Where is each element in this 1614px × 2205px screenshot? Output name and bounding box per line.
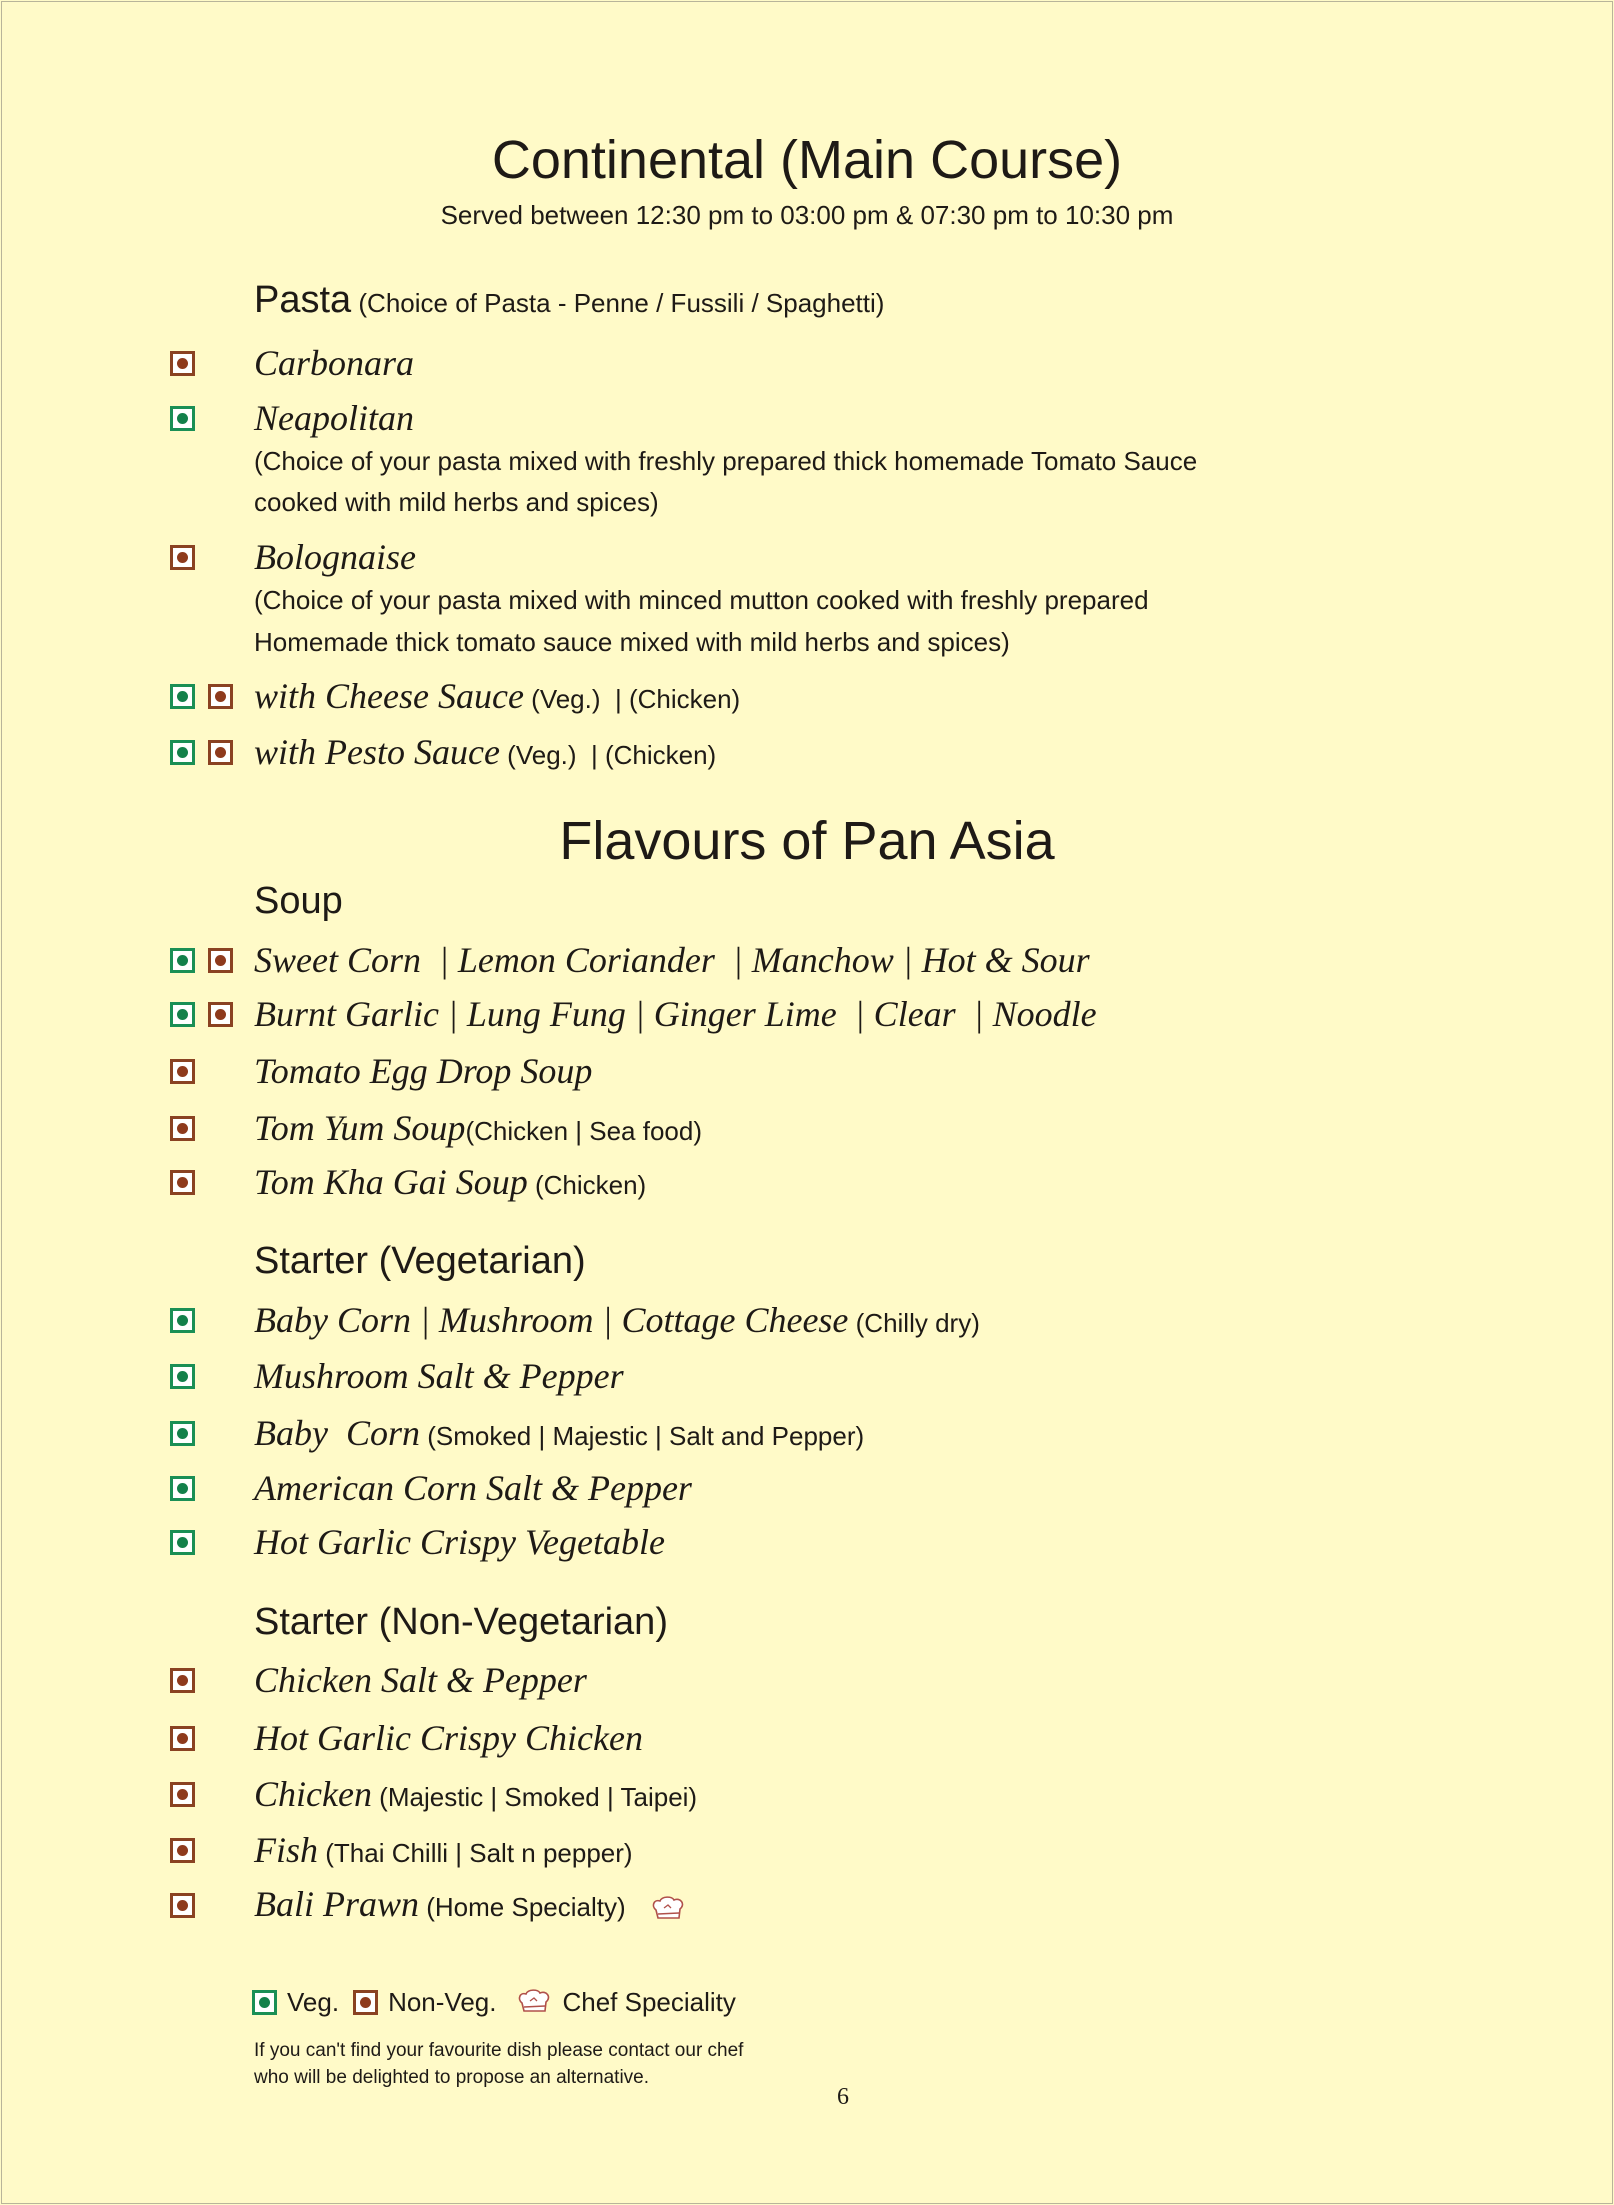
diet-icons [170, 1530, 254, 1555]
dish-options: (Chicken | Sea food) [465, 1116, 702, 1146]
diet-icons [170, 1002, 254, 1027]
non-veg-icon [170, 1668, 195, 1693]
menu-item [170, 1769, 697, 1819]
menu-item-text [254, 675, 740, 717]
dish-name: Chicken Salt & Pepper [254, 1660, 587, 1700]
menu-item [170, 671, 740, 721]
dish-name: Hot Garlic Crispy Vegetable [254, 1522, 665, 1562]
veg-icon [170, 1002, 195, 1027]
chef-hat-icon [650, 1896, 686, 1927]
non-veg-icon [208, 684, 233, 709]
menu-item-text [254, 1299, 980, 1341]
dish-name: Baby Corn | Mushroom | Cottage Cheese [254, 1300, 849, 1340]
dish-name: Neapolitan [254, 398, 414, 438]
section-heading [254, 1599, 668, 1645]
dish-description: (Choice of your pasta mixed with freshly prepared thick homemade Tomato Sauce [254, 446, 1198, 476]
menu-item-text [254, 342, 414, 384]
menu-item [170, 1046, 592, 1096]
menu-item [170, 935, 1090, 985]
section-heading-text: Starter (Vegetarian) [254, 1240, 586, 1282]
diet-icons [170, 1476, 254, 1501]
dish-name: Bali Prawn [254, 1883, 420, 1924]
veg-icon [170, 740, 195, 765]
menu-item-text [254, 536, 416, 578]
menu-item-text [254, 1717, 643, 1759]
dish-name: Fish [254, 1830, 319, 1870]
menu-item-text [254, 397, 414, 439]
diet-icons [170, 740, 254, 765]
diet-icons [170, 1170, 254, 1195]
menu-item [170, 338, 414, 388]
dish-options: (Home Specialty) [419, 1891, 626, 1922]
menu-item [170, 1713, 643, 1763]
dish-name: with Cheese Sauce [254, 676, 524, 716]
non-veg-icon [170, 1726, 195, 1751]
menu-item [170, 1825, 633, 1875]
diet-icons [170, 545, 254, 570]
menu-item [170, 1157, 646, 1207]
dish-name: Mushroom Salt & Pepper [254, 1356, 624, 1396]
menu-item-text [254, 1829, 633, 1871]
dish-options: (Thai Chilli | Salt n pepper) [318, 1838, 633, 1868]
veg-icon [170, 406, 195, 431]
diet-icons [170, 1726, 254, 1751]
chef-hat-icon [516, 1989, 552, 2015]
chef-note: If you can't find your favourite dish please contact our chef [254, 2040, 744, 2061]
dish-options: (Chicken) [527, 1170, 647, 1200]
menu-item-text [254, 993, 1097, 1035]
menu-item-text [254, 731, 716, 773]
page-title: Continental (Main Course) [491, 130, 1123, 190]
dish-description: cooked with mild herbs and spices) [254, 487, 659, 517]
veg-icon [252, 1990, 277, 2015]
legend-veg-label: Veg. [287, 1986, 340, 2017]
menu-item [170, 532, 416, 582]
menu-item [170, 1655, 587, 1705]
diet-icons [170, 684, 254, 709]
diet-icons [170, 1116, 254, 1141]
section-heading-text: Starter (Non-Vegetarian) [254, 1601, 668, 1643]
dish-options: (Chilly dry) [848, 1308, 980, 1338]
dish-name: Chicken [254, 1774, 372, 1814]
veg-icon [170, 948, 195, 973]
dish-name: American Corn Salt & Pepper [254, 1468, 692, 1508]
non-veg-icon [170, 351, 195, 376]
non-veg-icon [170, 1116, 195, 1141]
diet-icons [170, 1893, 254, 1918]
diet-icons [170, 1364, 254, 1389]
non-veg-icon [170, 1782, 195, 1807]
menu-item-text [254, 1659, 587, 1701]
non-veg-icon [170, 1059, 195, 1084]
dish-options: (Veg.) | (Chicken) [523, 684, 741, 714]
menu-item-text [254, 1883, 686, 1927]
diet-icons [170, 1059, 254, 1084]
dish-name: Tomato Egg Drop Soup [254, 1051, 593, 1091]
legend-nonveg-label: Non-Veg. [388, 1986, 497, 2017]
menu-item-text [254, 1161, 646, 1203]
dish-name: Tom Yum Soup [254, 1108, 466, 1148]
veg-icon [170, 1364, 195, 1389]
menu-item [170, 1295, 980, 1345]
dish-name: Tom Kha Gai Soup [254, 1162, 528, 1202]
veg-icon [170, 1530, 195, 1555]
menu-item-text [254, 1773, 697, 1815]
diet-icons [170, 948, 254, 973]
section-heading-text: Pasta [254, 279, 352, 321]
non-veg-icon [208, 740, 233, 765]
section-heading-text: Soup [254, 880, 343, 922]
dish-options: (Majestic | Smoked | Taipei) [371, 1782, 698, 1812]
menu-item-text [254, 939, 1090, 981]
veg-icon [170, 684, 195, 709]
section-heading-note: (Choice of Pasta - Penne / Fussili / Spaghetti) [351, 288, 885, 318]
menu-item [170, 1517, 665, 1567]
dish-name: Bolognaise [254, 537, 416, 577]
dish-name: Hot Garlic Crispy Chicken [254, 1718, 643, 1758]
veg-icon [170, 1421, 195, 1446]
non-veg-icon [208, 948, 233, 973]
menu-item-text [254, 1050, 592, 1092]
diet-icons [170, 1838, 254, 1863]
non-veg-icon [170, 1838, 195, 1863]
diet-icons [170, 351, 254, 376]
veg-icon [170, 1476, 195, 1501]
section-title: Flavours of Pan Asia [559, 811, 1055, 871]
non-veg-icon [170, 1893, 195, 1918]
section-heading [254, 1238, 586, 1284]
diet-icons [170, 1782, 254, 1807]
diet-icons [170, 1668, 254, 1693]
menu-item [170, 1463, 692, 1513]
chef-note: who will be delighted to propose an alternative. [254, 2067, 650, 2088]
dish-options: (Smoked | Majestic | Salt and Pepper) [420, 1421, 865, 1451]
menu-item [170, 393, 414, 443]
legend [252, 1984, 736, 2020]
diet-icons [170, 1308, 254, 1333]
non-veg-icon [208, 1002, 233, 1027]
menu-item-text [254, 1355, 624, 1397]
diet-icons [170, 1421, 254, 1446]
dish-name: Baby Corn [254, 1413, 420, 1453]
menu-item-text [254, 1521, 665, 1563]
dish-name: Sweet Corn | Lemon Coriander | Manchow | Hot & Sour [254, 940, 1090, 980]
section-heading [254, 878, 343, 924]
dish-description: Homemade thick tomato sauce mixed with mild herbs and spices) [254, 627, 1010, 657]
veg-icon [170, 1308, 195, 1333]
menu-item-text [254, 1107, 702, 1149]
menu-item [170, 1408, 864, 1458]
menu-item [170, 727, 716, 777]
dish-description: (Choice of your pasta mixed with minced mutton cooked with freshly prepared [254, 585, 1149, 615]
section-heading [254, 277, 884, 326]
menu-item-text [254, 1467, 692, 1509]
dish-options: (Veg.) | (Chicken) [499, 740, 717, 770]
menu-item-text [254, 1412, 864, 1454]
page-number: 6 [837, 2084, 849, 2110]
menu-item [170, 1351, 624, 1401]
legend-chef-label: Chef Speciality [562, 1986, 736, 2017]
menu-item [170, 1880, 686, 1930]
dish-name: with Pesto Sauce [254, 732, 500, 772]
non-veg-icon [170, 1170, 195, 1195]
menu-item [170, 989, 1097, 1039]
menu-item [170, 1103, 702, 1153]
serving-hours: Served between 12:30 pm to 03:00 pm & 07:30 pm to 10:30 pm [440, 200, 1174, 230]
diet-icons [170, 406, 254, 431]
dish-name: Burnt Garlic | Lung Fung | Ginger Lime | Clear | Noodle [254, 994, 1097, 1034]
dish-name: Carbonara [254, 343, 415, 383]
non-veg-icon [353, 1990, 378, 2015]
non-veg-icon [170, 545, 195, 570]
